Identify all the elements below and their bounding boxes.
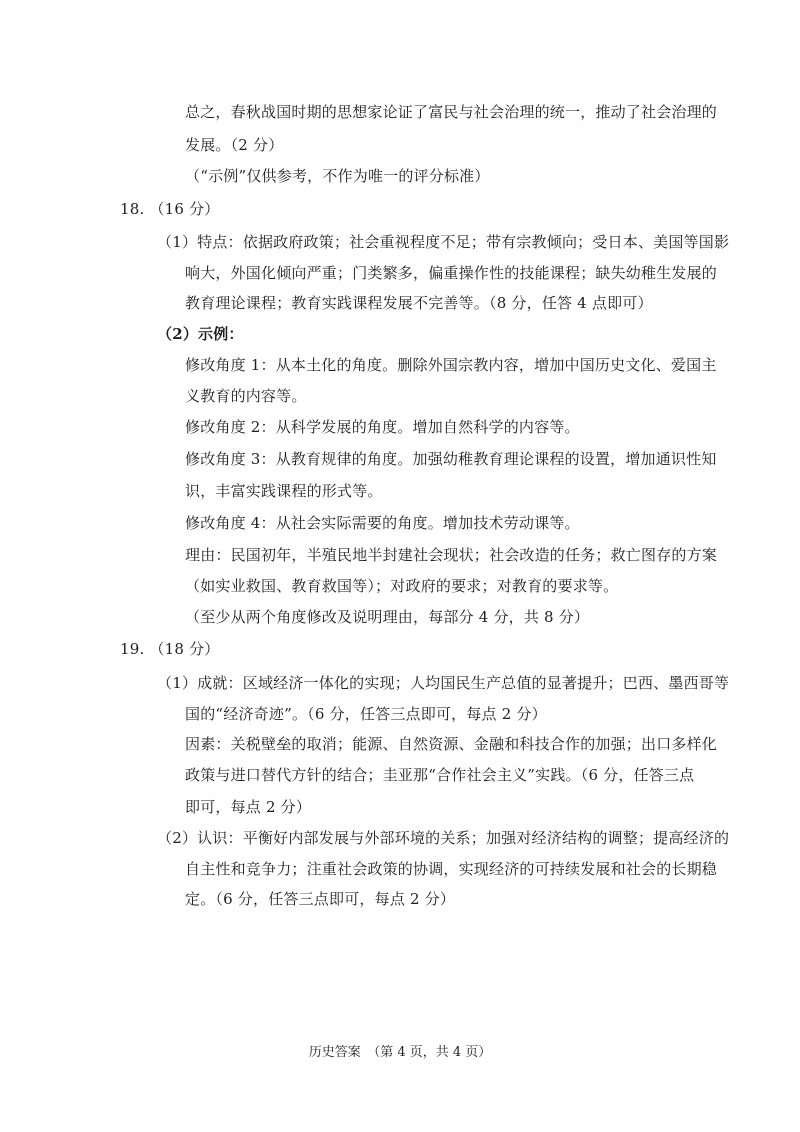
- text-line: 教育理论课程；教育实践课程发展不完善等。（8 分，任答 4 点即可）: [185, 294, 653, 312]
- text-line: 修改角度 3：从教育规律的角度。加强幼稚教育理论课程的设置，增加通识性知: [185, 450, 717, 468]
- text-line: 自主性和竞争力；注重社会政策的协调，实现经济的可持续发展和社会的长期稳: [185, 860, 718, 878]
- text-line: （至少从两个角度修改及说明理由，每部分 4 分，共 8 分）: [185, 608, 590, 626]
- text-line: （2）认识：平衡好内部发展与外部环境的关系；加强对经济结构的调整；提高经济的: [157, 829, 730, 847]
- text-line: （1）特点：依据政府政策；社会重视程度不足；带有宗教倾向；受日本、美国等国影: [157, 233, 730, 251]
- text-line: 识，丰富实践课程的形式等。: [185, 482, 383, 500]
- text-line: 发展。（2 分）: [185, 136, 284, 154]
- text-line: （1）成就：区域经济一体化的实现；人均国民生产总值的显著提升；巴西、墨西哥等: [157, 674, 730, 692]
- text-line: 修改角度 1：从本土化的角度。删除外国宗教内容，增加中国历史文化、爱国主: [185, 356, 717, 374]
- text-line: 义教育的内容等。: [185, 387, 307, 405]
- text-line: 理由：民国初年，半殖民地半封建社会现状；社会改造的任务；救亡图存的方案: [185, 546, 718, 564]
- text-line: 即可，每点 2 分）: [185, 798, 312, 816]
- question-18-heading: 18. （16 分）: [120, 200, 220, 218]
- text-line: 响大，外国化倾向严重；门类繁多，偏重操作性的技能课程；缺失幼稚生发展的: [185, 264, 718, 282]
- text-line: （如实业救国、教育救国等）；对政府的要求；对教育的要求等。: [185, 577, 619, 595]
- text-line: 总之，春秋战国时期的思想家论证了富民与社会治理的统一，推动了社会治理的: [185, 103, 718, 121]
- text-line: 国的“经济奇迹”。（6 分，任答三点即可，每点 2 分）: [185, 705, 547, 723]
- text-line: 定。（6 分，任答三点即可，每点 2 分）: [185, 890, 456, 908]
- text-line: 修改角度 2：从科学发展的角度。增加自然科学的内容等。: [185, 418, 580, 436]
- text-line: 修改角度 4：从社会实际需要的角度。增加技术劳动课等。: [185, 514, 580, 532]
- page-footer: 历史答案 （第 4 页，共 4 页）: [308, 1045, 492, 1060]
- sub-heading: （2）示例：: [157, 325, 244, 343]
- text-line: 因素：关税壁垒的取消；能源、自然资源、金融和科技合作的加强；出口多样化: [185, 735, 718, 753]
- text-line: （“示例”仅供参考，不作为唯一的评分标准）: [185, 167, 490, 185]
- text-line: 政策与进口替代方针的结合；圭亚那“合作社会主义”实践。（6 分，任答三点: [185, 766, 695, 784]
- question-19-heading: 19. （18 分）: [120, 640, 220, 658]
